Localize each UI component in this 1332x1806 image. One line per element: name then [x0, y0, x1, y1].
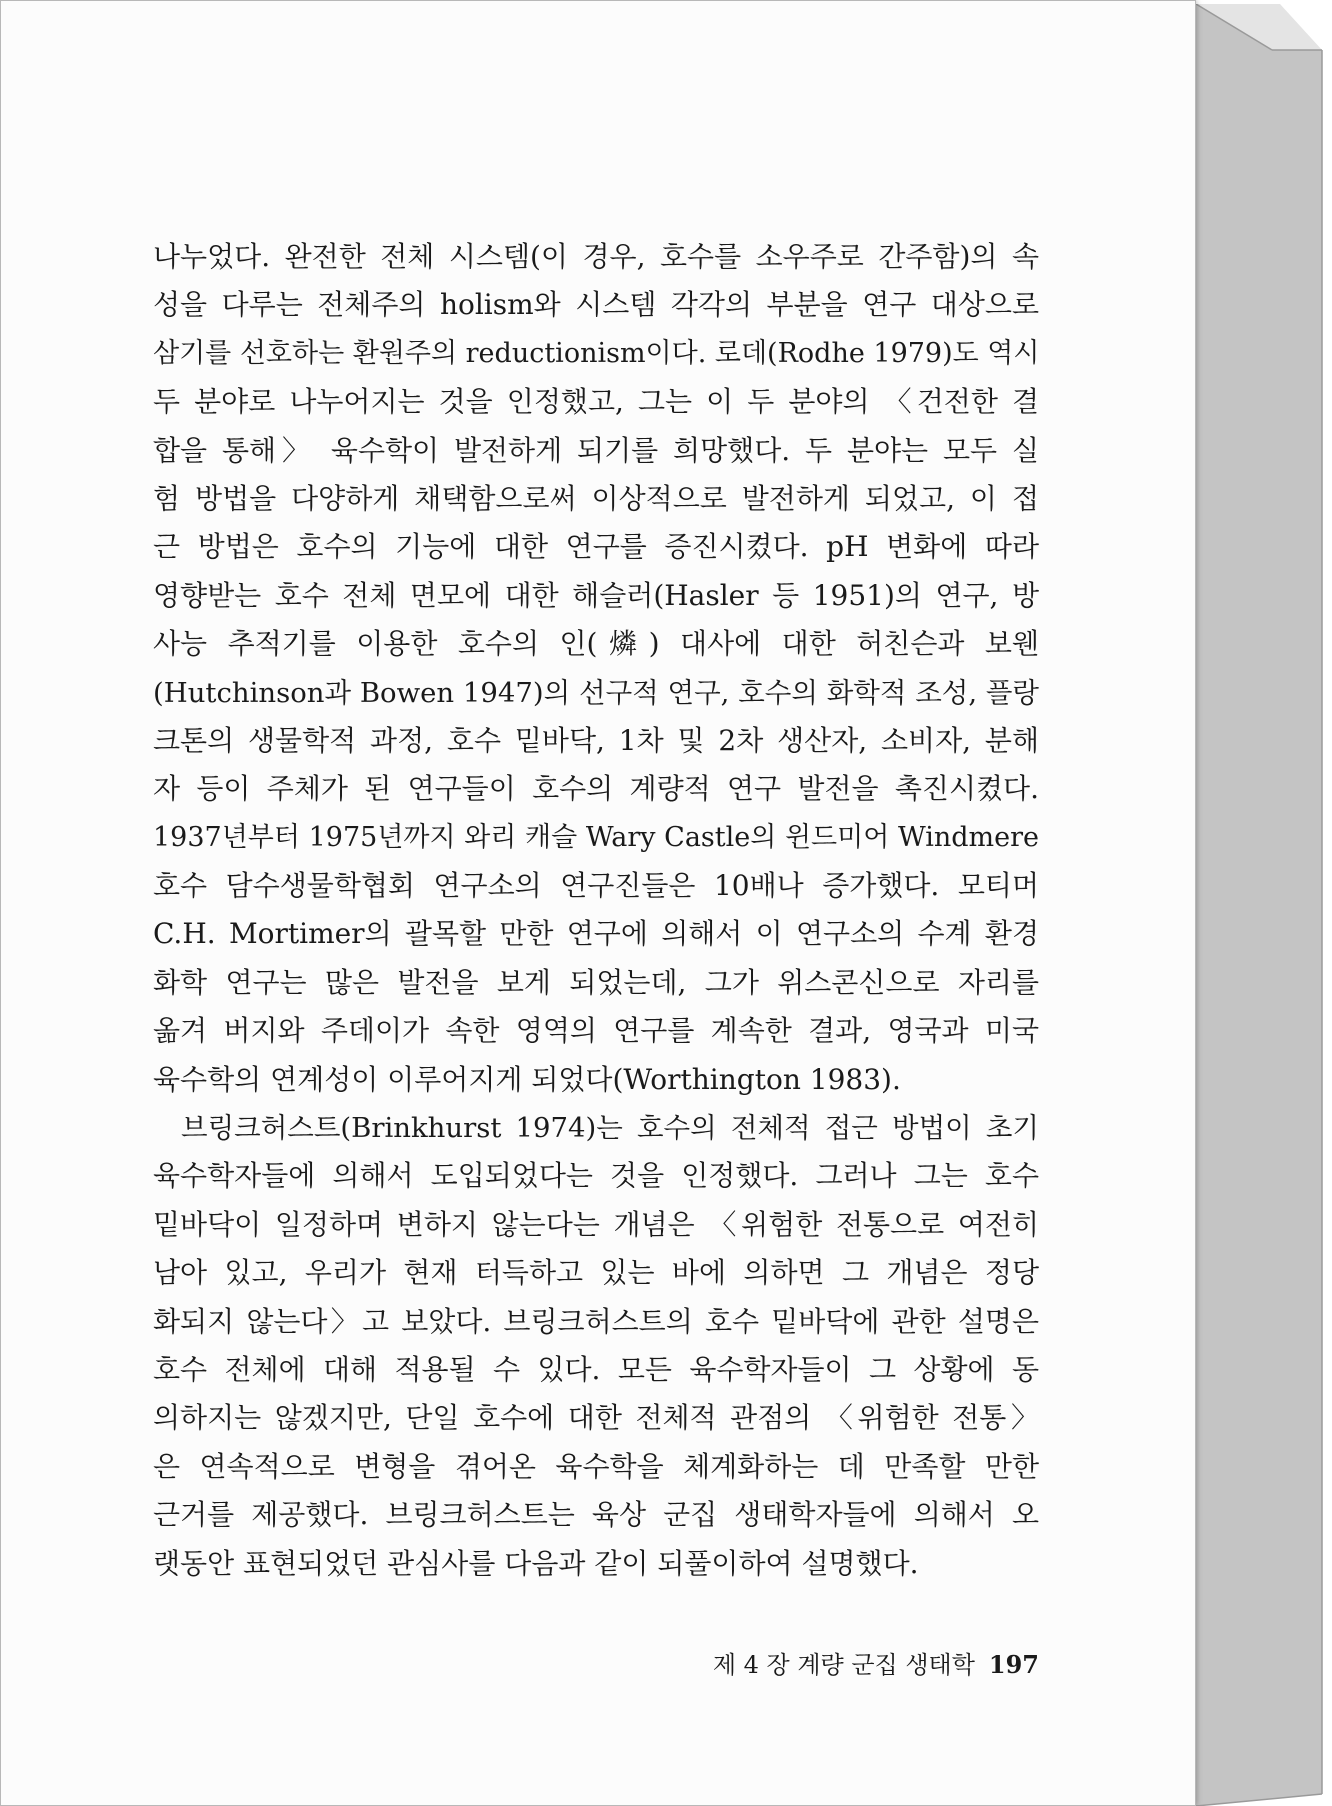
paragraph-1	[153, 233, 1039, 1104]
text-line: 은 연속적으로 변형을 겪어온 육수학을 체계화하는 데 만족할 만한	[153, 1449, 1039, 1483]
text-line: 의하지는 않겠지만, 단일 호수에 대한 전체적 관점의 〈위험한 전통〉	[153, 1401, 1039, 1435]
text-line: 1937년부터 1975년까지 와리 캐슬 Wary Castle의 윈드미어 Windmere	[153, 821, 1039, 853]
paragraph-2	[153, 1104, 1039, 1588]
text-line: C.H. Mortimer의 괄목할 만한 연구에 의해서 이 연구소의 수계 환경	[153, 917, 1039, 951]
text-line: 호수 담수생물학협회 연구소의 연구진들은 10배나 증가했다. 모티머	[153, 869, 1039, 903]
text-line: 근거를 제공했다. 브링크허스트는 육상 군집 생태학자들에 의해서 오	[153, 1498, 1039, 1532]
text-line: 영향받는 호수 전체 면모에 대한 해슬러(Hasler 등 1951)의 연구, 방	[153, 578, 1039, 612]
text-line: 랫동안 표현되었던 관심사를 다음과 같이 되풀이하여 설명했다.	[153, 1546, 919, 1580]
text-line: 험 방법을 다양하게 채택함으로써 이상적으로 발전하게 되었고, 이 접	[153, 481, 1039, 515]
text-line: 화학 연구는 많은 발전을 보게 되었는데, 그가 위스콘신으로 자리를	[153, 965, 1039, 999]
text-line: 옮겨 버지와 주데이가 속한 영역의 연구를 계속한 결과, 영국과 미국	[153, 1014, 1039, 1048]
text-line: 육수학자들에 의해서 도입되었다는 것을 인정했다. 그러나 그는 호수	[153, 1159, 1039, 1193]
page-number: 197	[988, 1650, 1039, 1679]
running-footer	[701, 1645, 1039, 1680]
text-line: 호수 전체에 대해 적용될 수 있다. 모든 육수학자들이 그 상황에 동	[153, 1352, 1039, 1386]
text-line: 성을 다루는 전체주의 holism와 시스템 각각의 부분을 연구 대상으로	[153, 288, 1039, 322]
text-line: 브링크허스트(Brinkhurst 1974)는 호수의 전체적 접근 방법이 초기	[181, 1112, 1039, 1145]
text-line: 화되지 않는다〉고 보았다. 브링크허스트의 호수 밑바닥에 관한 설명은	[153, 1304, 1039, 1338]
text-line: 육수학의 연계성이 이루어지게 되었다(Worthington 1983).	[153, 1062, 901, 1096]
text-line: 삼기를 선호하는 환원주의 reductionism이다. 로데(Rodhe 1979)도 역시	[153, 337, 1040, 369]
text-line: 크톤의 생물학적 과정, 호수 밑바닥, 1차 및 2차 생산자, 소비자, 분해	[153, 723, 1039, 757]
text-line: 나누었다. 완전한 전체 시스템(이 경우, 호수를 소우주로 간주함)의 속	[153, 240, 1039, 273]
text-line: 사능 추적기를 이용한 호수의 인(燐) 대사에 대한 허친슨과 보웬	[153, 627, 1039, 661]
text-line: (Hutchinson과 Bowen 1947)의 선구적 연구, 호수의 화학적 조성, 플랑	[153, 676, 1039, 709]
text-line: 남아 있고, 우리가 현재 터득하고 있는 바에 의하면 그 개념은 정당	[153, 1256, 1039, 1290]
text-line: 자 등이 주체가 된 연구들이 호수의 계량적 연구 발전을 촉진시켰다.	[153, 772, 1039, 806]
text-line: 근 방법은 호수의 기능에 대한 연구를 증진시켰다. pH 변화에 따라	[153, 530, 1039, 564]
body-text	[153, 233, 1039, 1588]
book-thickness-edge	[1196, 4, 1332, 1806]
chapter-title: 제 4 장 계량 군집 생태학	[712, 1651, 975, 1679]
text-line: 합을 통해〉 육수학이 발전하게 되기를 희망했다. 두 분야는 모두 실	[153, 433, 1039, 467]
text-line: 두 분야로 나누어지는 것을 인정했고, 그는 이 두 분야의 〈건전한 결	[153, 385, 1039, 419]
text-line: 밑바닥이 일정하며 변하지 않는다는 개념은 〈위험한 전통으로 여전히	[153, 1207, 1039, 1241]
